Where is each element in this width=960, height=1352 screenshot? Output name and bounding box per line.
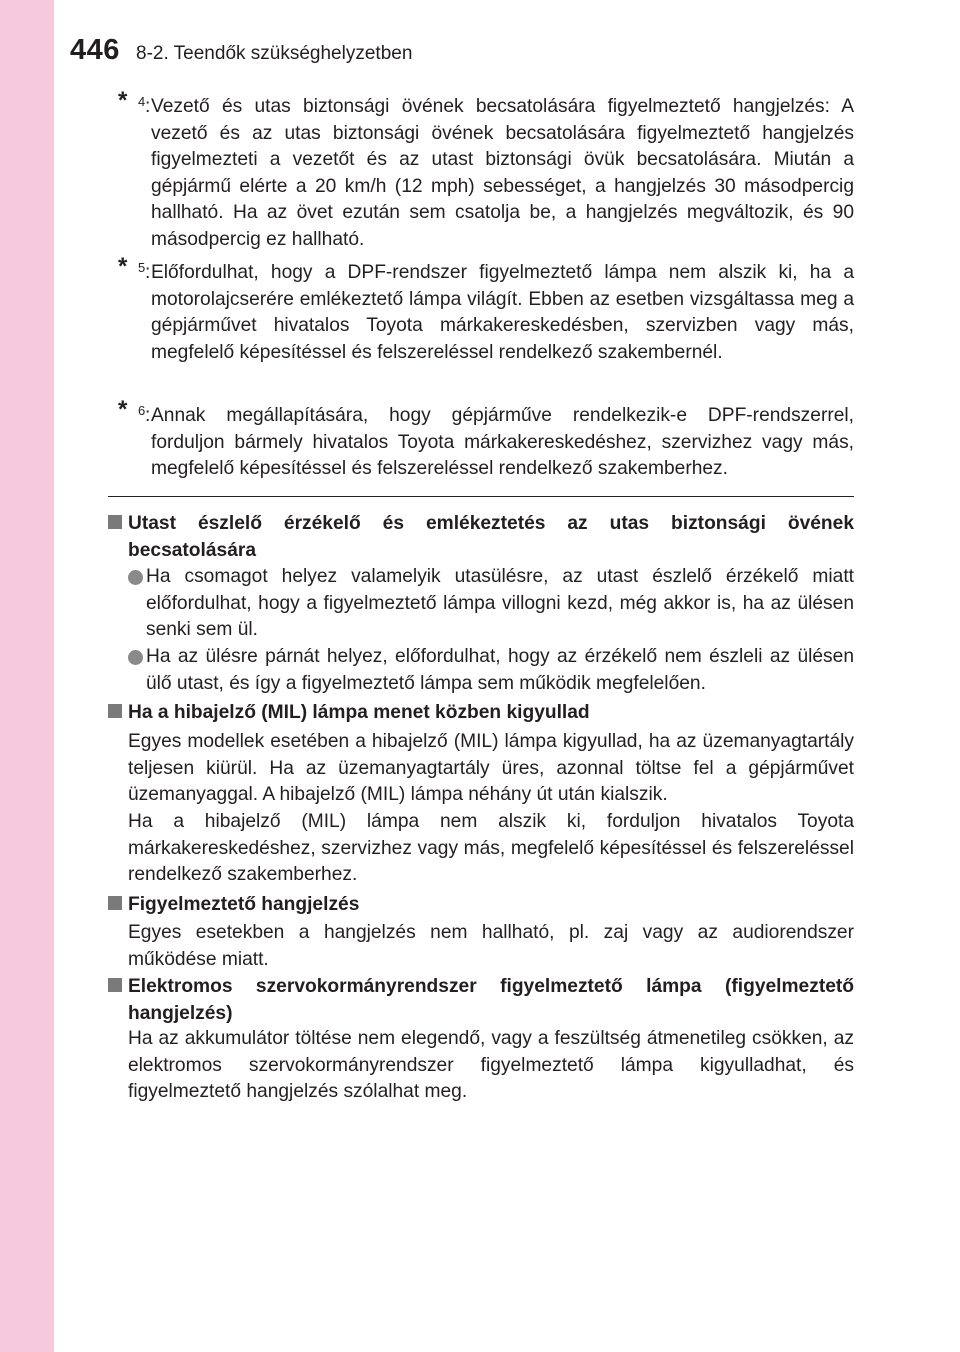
footnote-5	[108, 253, 854, 366]
footnote-text: Annak megállapítására, hogy gépjárműve rendelkezik-e DPF-rendszerrel, forduljon bármely hivatalos Toyota márkakereskedéshez, szervizhez vagy más, megfelelő képesítéssel és felszereléssel rendelkező szakemberhez.	[151, 405, 854, 479]
circle-bullet-icon	[128, 570, 143, 585]
section-warning-buzzer	[108, 892, 854, 919]
section-heading: Figyelmeztető hangjelzés	[108, 892, 854, 919]
footnote-4	[108, 87, 854, 253]
section-eps-lamp	[108, 974, 854, 1027]
section-heading: Ha a hibajelző (MIL) lámpa menet közben kigyullad	[108, 700, 854, 727]
footnote-colon: :	[145, 262, 151, 283]
square-bullet-icon	[108, 515, 122, 529]
paragraph: Egyes esetekben a hangjelzés nem hallható, pl. zaj vagy az audiorendszer működése miatt.	[128, 922, 854, 970]
square-bullet-icon	[108, 896, 122, 910]
footnote-number: 6	[138, 403, 146, 418]
footnote-text: Vezető és utas biztonsági övének becsatolására figyelmeztető hangjelzés: A vezető és az utas biztonsági övének becsatolására figyelmeztető hangjelzés figyelmezteti a vezetőt és az utast biztonsági övük becsatolására. Miután a gépjármű elérte a 20 km/h (12 mph) sebességet, a hangjelzés 30 másodpercig hallható. Ha az övet ezután sem csatolja be, a hangjelzés megváltozik, és 90 másodpercig ez hallható.	[151, 96, 854, 250]
section-heading: Elektromos szervokormányrendszer figyelmeztető lámpa (figyelmeztető hangjelzés)	[108, 974, 854, 1027]
divider-rule	[108, 496, 854, 497]
paragraph: Egyes modellek esetében a hibajelző (MIL) lámpa kigyullad, ha az üzemanyagtartály teljesen kiürül. Ha az üzemanyagtartály üres, azonnal töltse fel a gépjárművet üzemanyaggal. A hibajelző (MIL) lámpa néhány út után kialszik.	[128, 731, 854, 805]
footnote-asterisk: *	[118, 396, 128, 423]
section-heading: Utast észlelő érzékelő és emlékeztetés az utas biztonsági övének becsatolására	[108, 511, 854, 564]
section-mil-lamp	[108, 700, 854, 727]
paragraph: Ha az akkumulátor töltése nem elegendő, vagy a feszültség átmenetileg csökken, az elektromos szervokormányrendszer figyelmeztető lámpa kigyulladhat, és figyelmeztető hangjelzés szólalhat meg.	[128, 1028, 854, 1102]
bullet-text: Ha csomagot helyez valamelyik utasülésre, az utast észlelő érzékelő miatt előfordulhat, hogy a figyelmeztető lámpa villogni kezd, még akkor is, ha az ülésen senki sem ül.	[146, 566, 854, 640]
footnote-asterisk: *	[118, 87, 128, 114]
footnote-text: Előfordulhat, hogy a DPF-rendszer figyelmeztető lámpa nem alszik ki, ha a motorolajcserére emlékeztető lámpa világít. Ebben az esetben vizsgáltassa meg a gépjárművet hivatalos Toyota márkakereskedésben, szervizben vagy más, megfelelő képesítéssel és felszereléssel rendelkező szakembernél.	[151, 262, 854, 363]
square-bullet-icon	[108, 978, 122, 992]
side-color-strip	[0, 0, 54, 1352]
footnote-number: 5	[138, 260, 146, 275]
section-passenger-sensor	[108, 511, 854, 564]
section-title: 8-2. Teendők szükséghelyzetben	[136, 43, 413, 64]
footnote-colon: :	[145, 405, 151, 426]
circle-bullet-icon	[128, 650, 143, 665]
bullet-item	[108, 564, 854, 644]
footnote-asterisk: *	[118, 253, 128, 280]
footnote-number: 4	[138, 94, 146, 109]
footnote-6	[108, 396, 854, 483]
footnote-colon: :	[145, 96, 151, 117]
bullet-item	[108, 644, 854, 697]
bullet-text: Ha az ülésre párnát helyez, előfordulhat, hogy az érzékelő nem észleli az ülésen ülő utast, és így a figyelmeztető lámpa sem működik megfelelően.	[146, 646, 854, 694]
square-bullet-icon	[108, 704, 122, 718]
paragraph: Ha a hibajelző (MIL) lámpa nem alszik ki, forduljon hivatalos Toyota márkakereskedéshez, szervizhez vagy más, megfelelő képesítéssel és felszereléssel rendelkező szakemberhez.	[128, 811, 854, 885]
page-number: 446	[70, 34, 120, 66]
